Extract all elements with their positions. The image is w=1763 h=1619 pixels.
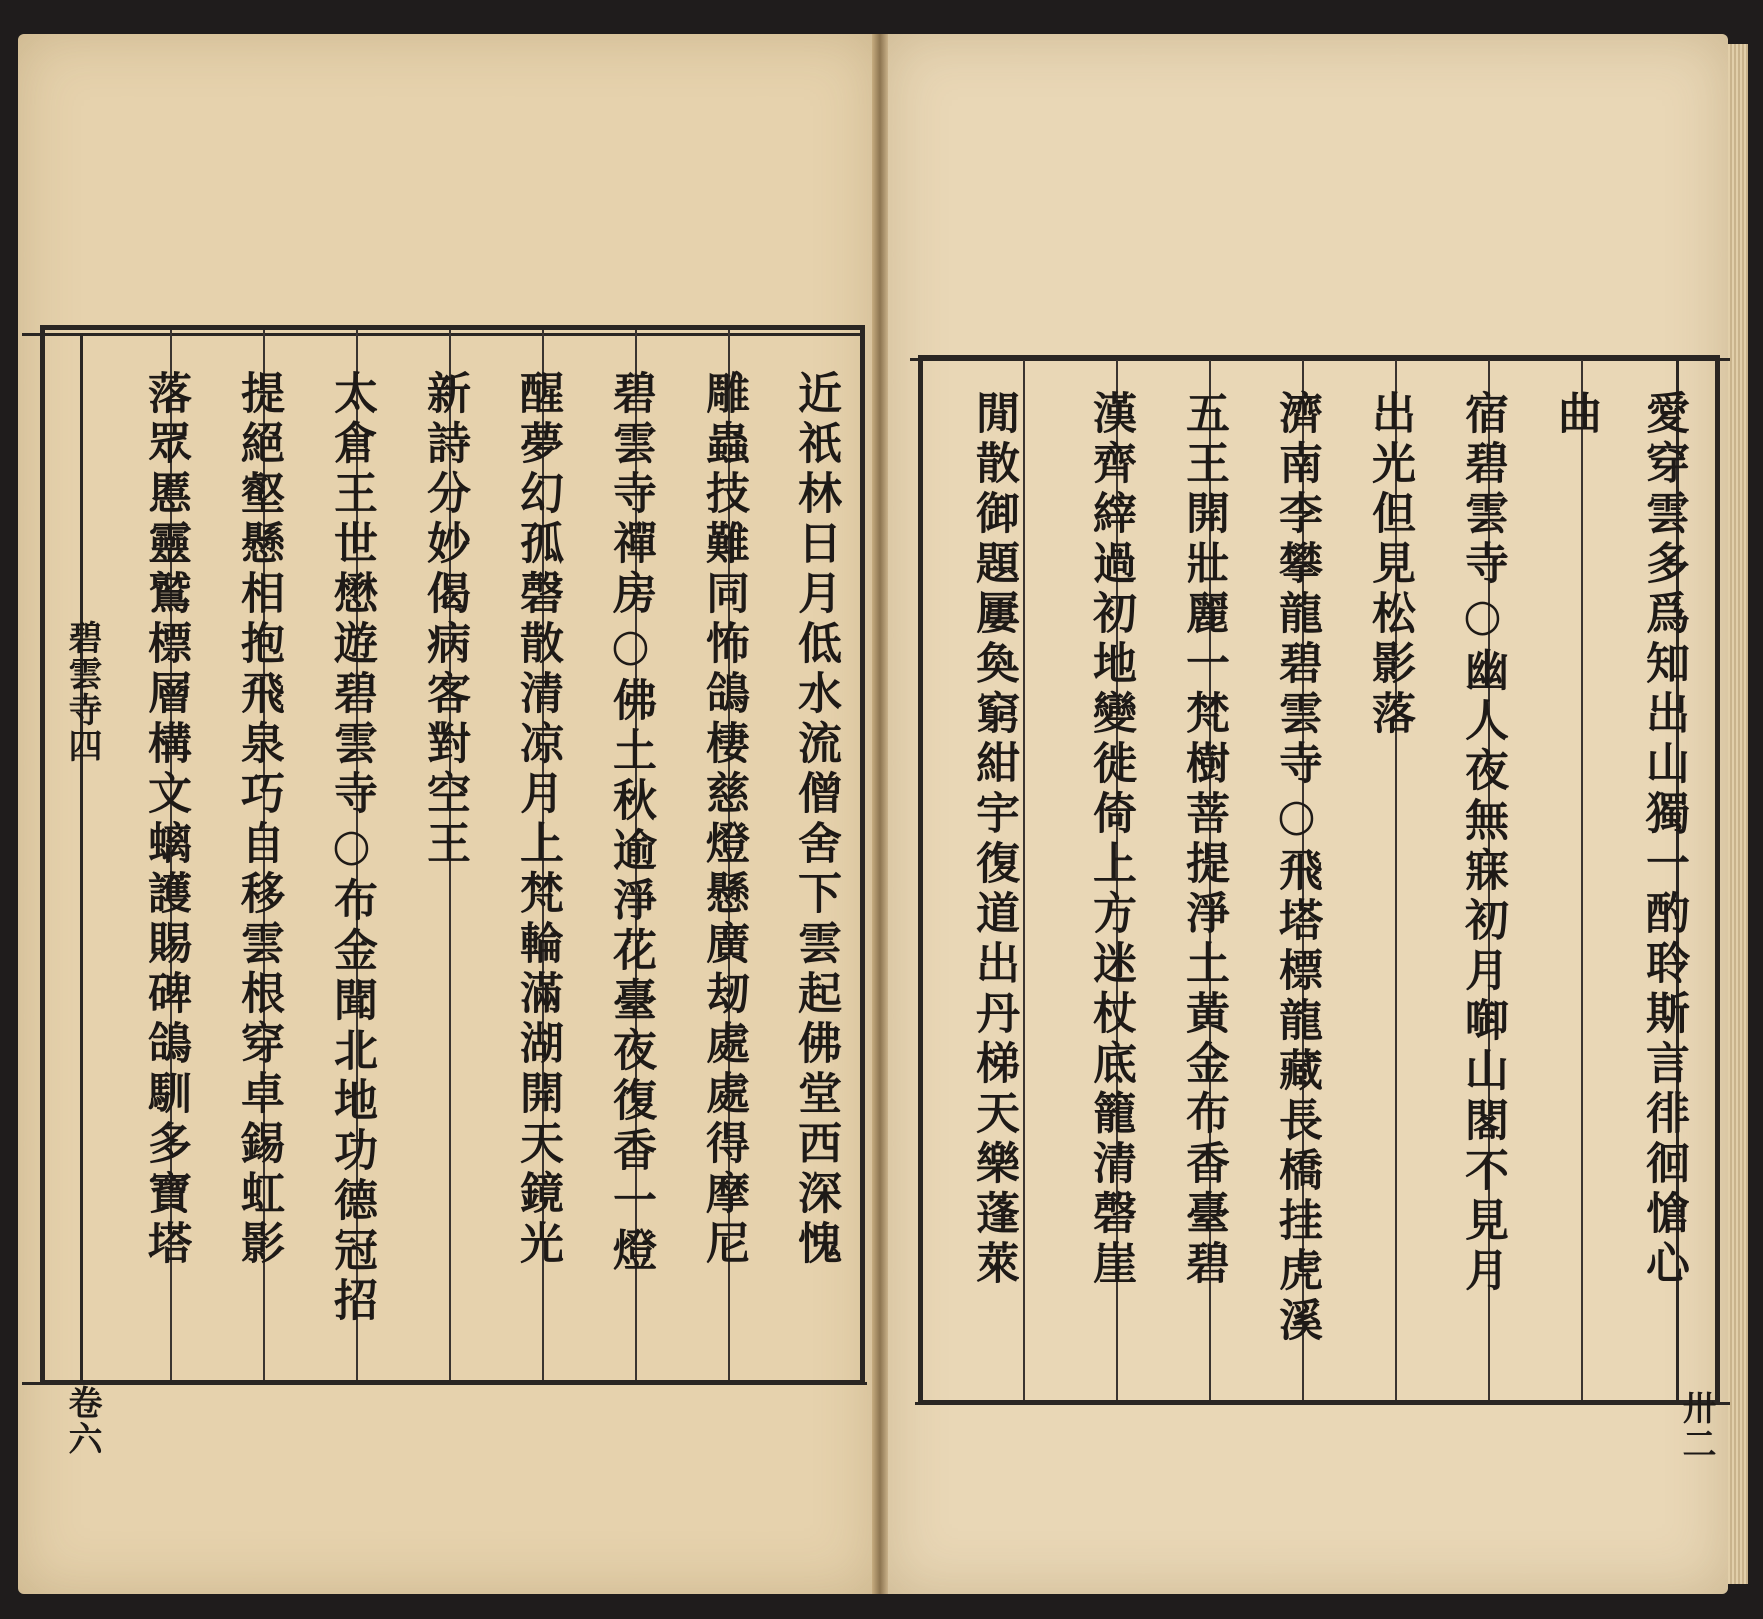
- text-column: 出光但見松影落: [1364, 390, 1415, 740]
- right-text-frame: [918, 355, 1720, 1405]
- text-column: 落眾慝靈鷲標層構文螭護賜碑鴿馴多寶塔: [140, 370, 191, 1270]
- text-column: 新詩分妙偈病客對空王: [419, 370, 470, 870]
- text-column: 碧雲寺禪房○佛土秋逾淨花臺夜復香一燈: [605, 370, 656, 1277]
- text-column: 提絕壑懸相抱飛泉巧自移雲根穿卓錫虹影: [233, 370, 284, 1270]
- text-column: 太倉王世懋遊碧雲寺○布金聞北地功德冠招: [326, 370, 377, 1327]
- text-column: 宿碧雲寺○幽人夜無寐初月啣山閣不見月: [1457, 390, 1508, 1297]
- text-column: 雕蟲技難同怖鴿棲慈燈懸廣刼處處得摩尼: [698, 370, 749, 1270]
- book-gutter: [872, 34, 888, 1594]
- margin-title: 碧雲寺四: [62, 620, 102, 764]
- text-column: 愛穿雲多爲知出山獨一酌聆斯言徘徊愴心: [1638, 390, 1689, 1290]
- text-column: 醒夢幻孤磬散清凉月上梵輪滿湖開天鏡光: [512, 370, 563, 1270]
- page-edges: [1728, 44, 1748, 1584]
- margin-volume: 卷六: [62, 1385, 102, 1457]
- text-column: 五王開壯麗一梵樹菩提淨土黃金布香臺碧: [1178, 390, 1229, 1290]
- text-column: 近祇林日月低水流僧舍下雲起佛堂西深愧: [790, 370, 841, 1270]
- left-text-frame: [40, 325, 865, 1385]
- text-column: 曲: [1550, 390, 1601, 440]
- text-column: 濟南李攀龍碧雲寺○飛塔標龍藏長橋挂虎溪: [1271, 390, 1322, 1347]
- text-column: 閒散御題屢奐窮紺宇復道出丹梯天樂蓬萊: [968, 390, 1019, 1290]
- text-column: 漢齊縡過初地變徙倚上方迷杖底籠清磬崖: [1085, 390, 1136, 1290]
- page-number: 卅二: [1676, 1390, 1716, 1462]
